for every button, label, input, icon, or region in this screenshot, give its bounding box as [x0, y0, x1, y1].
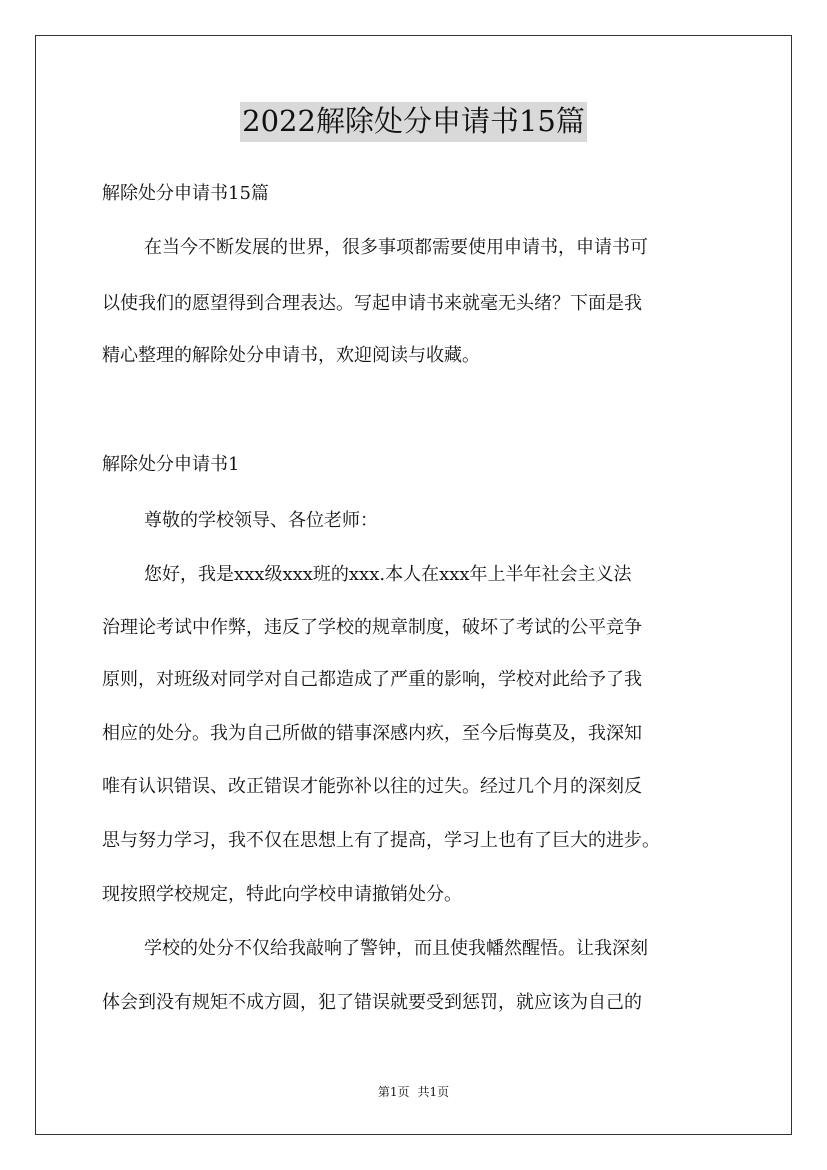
body-line-1: 您好，我是xxx级xxx班的xxx.本人在xxx年上半年社会主义法: [144, 564, 632, 585]
section-heading: 解除处分申请书1: [102, 454, 240, 475]
page-total: 共1页: [417, 1085, 450, 1099]
intro-line-3: 精心整理的解除处分申请书，欢迎阅读与收藏。: [102, 345, 480, 366]
document-subtitle: 解除处分申请书15篇: [102, 183, 269, 204]
body-line-9: 体会到没有规矩不成方圆，犯了错误就要受到惩罚，就应该为自己的: [102, 992, 642, 1013]
body-line-7: 现按照学校规定，特此向学校申请撤销处分。: [102, 884, 462, 905]
body-line-5: 唯有认识错误、改正错误才能弥补以往的过失。经过几个月的深刻反: [102, 776, 642, 797]
body-line-3: 原则，对班级对同学对自己都造成了严重的影响，学校对此给予了我: [102, 669, 642, 690]
salutation: 尊敬的学校领导、各位老师：: [144, 510, 378, 531]
intro-line-2: 以使我们的愿望得到合理表达。写起申请书来就毫无头绪？下面是我: [102, 293, 642, 314]
document-title: [0, 100, 827, 142]
body-line-2: 治理论考试中作弊，违反了学校的规章制度，破坏了考试的公平竞争: [102, 617, 642, 638]
body-line-6: 思与努力学习，我不仅在思想上有了提高，学习上也有了巨大的进步。: [102, 830, 660, 851]
document-title-text: 2022解除处分申请书15篇: [240, 102, 587, 142]
body-line-4: 相应的处分。我为自己所做的错事深感内疚，至今后悔莫及，我深知: [102, 723, 642, 744]
body-line-8: 学校的处分不仅给我敲响了警钟，而且使我幡然醒悟。让我深刻: [144, 938, 648, 959]
intro-line-1: 在当今不断发展的世界，很多事项都需要使用申请书，申请书可: [144, 237, 648, 258]
page-footer: [0, 1084, 827, 1100]
page-number: 第1页: [377, 1085, 410, 1099]
